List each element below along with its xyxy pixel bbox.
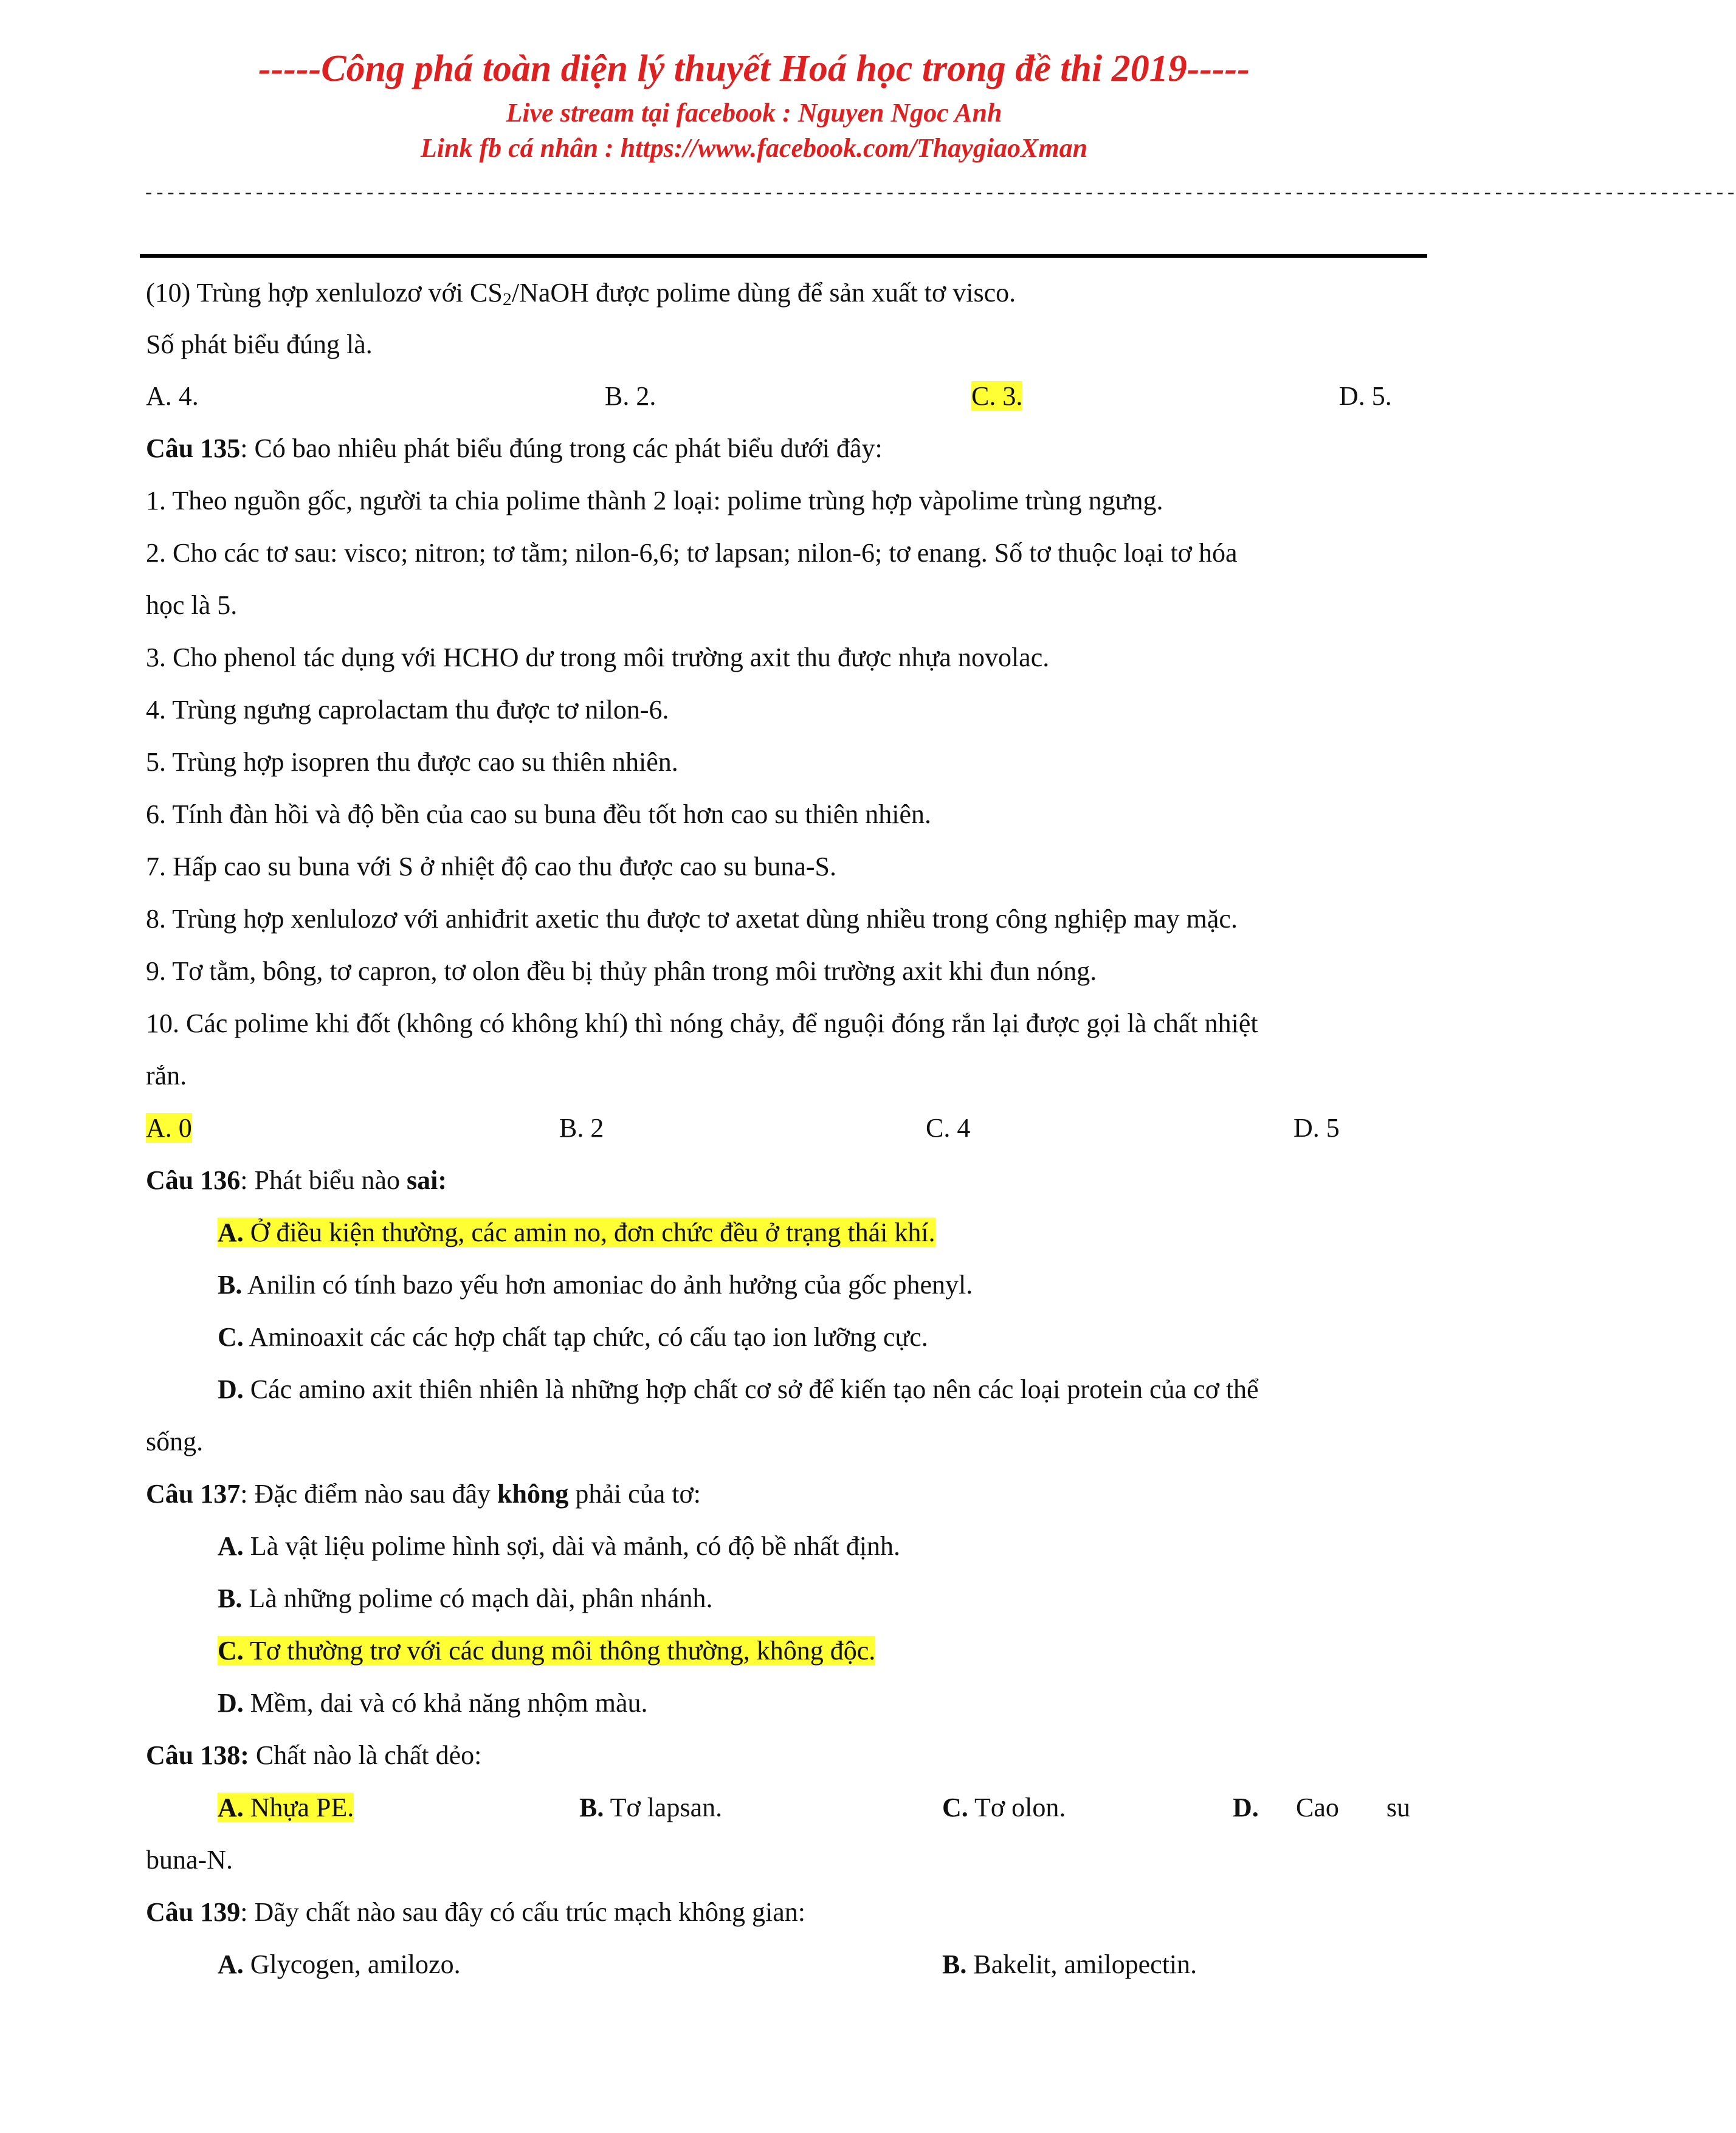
- q135-line: 4. Trùng ngưng caprolactam thu được tơ nilon-6.: [146, 695, 669, 725]
- livestream-line: Live stream tại facebook : Nguyen Ngoc Anh: [506, 98, 1002, 128]
- q138-option-d-letter: D.: [1233, 1793, 1259, 1822]
- q134-option-b: B. 2.: [605, 381, 656, 411]
- q134-option-c: C. 3.: [971, 381, 1023, 411]
- q138-option-c: C. Tơ olon.: [942, 1793, 1066, 1822]
- q137-stem: Câu 137: Đặc điểm nào sau đây không phải của tơ:: [146, 1479, 701, 1509]
- q137-option-a: A. Là vật liệu polime hình sợi, dài và mảnh, có độ bề nhất định.: [218, 1531, 901, 1561]
- q139-option-b: B. Bakelit, amilopectin.: [942, 1949, 1197, 1979]
- q135-line: 7. Hấp cao su buna với S ở nhiệt độ cao thu được cao su buna-S.: [146, 852, 836, 881]
- q135-line: 2. Cho các tơ sau: visco; nitron; tơ tằm; nilon-6,6; tơ lapsan; nilon-6; tơ enang. Số tơ thuộc loại tơ hóa: [146, 538, 1238, 568]
- q136-option-d: D. Các amino axit thiên nhiên là những hợp chất cơ sở để kiến tạo nên các loại protein của cơ thể: [218, 1374, 1259, 1404]
- q135-stem: Câu 135: Có bao nhiêu phát biểu đúng trong các phát biểu dưới đây:: [146, 433, 883, 463]
- q135-line: 9. Tơ tằm, bông, tơ capron, tơ olon đều bị thủy phân trong môi trường axit khi đun nóng.: [146, 956, 1097, 986]
- q138-option-b: B. Tơ lapsan.: [579, 1793, 723, 1822]
- q136-stem: Câu 136: Phát biểu nào sai:: [146, 1165, 447, 1195]
- q134-option-a: A. 4.: [146, 381, 199, 411]
- q135-line: rắn.: [146, 1061, 187, 1091]
- q135-line: 1. Theo nguồn gốc, người ta chia polime thành 2 loại: polime trùng hợp vàpolime trùng ngưng.: [146, 486, 1163, 515]
- doc-title: -----Công phá toàn diện lý thuyết Hoá học trong đề thi 2019-----: [258, 48, 1250, 89]
- header-rule: [140, 254, 1427, 258]
- q136-option-c: C. Aminoaxit các các hợp chất tạp chức, có cấu tạo ion lưỡng cực.: [218, 1322, 928, 1352]
- q136-option-b: B. Anilin có tính bazo yếu hơn amoniac do ảnh hưởng của gốc phenyl.: [218, 1270, 973, 1300]
- q135-option-a: A. 0: [146, 1113, 192, 1143]
- facebook-link-line: Link fb cá nhân : https://www.facebook.com/ThaygiaoXman: [420, 133, 1088, 163]
- q138-option-d-text: Cao su: [1296, 1793, 1410, 1822]
- q139-stem: Câu 139: Dãy chất nào sau đây có cấu trúc mạch không gian:: [146, 1897, 806, 1927]
- q135-line: học là 5.: [146, 590, 238, 620]
- q136-option-a: A. Ở điều kiện thường, các amin no, đơn chức đều ở trạng thái khí.: [218, 1218, 935, 1247]
- q139-option-a: A. Glycogen, amilozo.: [218, 1949, 461, 1979]
- q137-option-b: B. Là những polime có mạch dài, phân nhánh.: [218, 1583, 713, 1613]
- q135-line: 3. Cho phenol tác dụng với HCHO dư trong môi trường axit thu được nhựa novolac.: [146, 643, 1050, 672]
- q135-line: 10. Các polime khi đốt (không có không khí) thì nóng chảy, để nguội đóng rắn lại được gọi là chất nhiệt: [146, 1008, 1258, 1038]
- dashed-separator: ------------------------------------------------------------------------------------------------------------------------------------------------: [143, 182, 1736, 205]
- q138-stem: Câu 138: Chất nào là chất dẻo:: [146, 1740, 482, 1770]
- q134-option-d: D. 5.: [1339, 381, 1392, 411]
- q135-option-c: C. 4: [926, 1113, 971, 1143]
- q136-option-d-cont: sống.: [146, 1427, 204, 1456]
- q135-line: 5. Trùng hợp isopren thu được cao su thiên nhiên.: [146, 747, 678, 777]
- q138-option-a: A. Nhựa PE.: [218, 1793, 354, 1822]
- q135-line: 8. Trùng hợp xenlulozơ với anhiđrit axetic thu được tơ axetat dùng nhiều trong công nghiệp may mặc.: [146, 904, 1238, 934]
- q135-option-b: B. 2: [559, 1113, 604, 1143]
- q135-option-d: D. 5: [1293, 1113, 1340, 1143]
- q137-option-d: D. Mềm, dai và có khả năng nhộm màu.: [218, 1688, 648, 1718]
- q134-prompt: Số phát biểu đúng là.: [146, 329, 373, 359]
- q134-item-10: (10) Trùng hợp xenlulozơ với $CS_2$/NaOH được polime dùng để sản xuất tơ visco.: [146, 278, 1016, 309]
- q137-option-c: C. Tơ thường trơ với các dung môi thông thường, không độc.: [218, 1636, 876, 1666]
- q135-line: 6. Tính đàn hồi và độ bền của cao su buna đều tốt hơn cao su thiên nhiên.: [146, 799, 932, 829]
- q138-option-d-cont: buna-N.: [146, 1845, 233, 1875]
